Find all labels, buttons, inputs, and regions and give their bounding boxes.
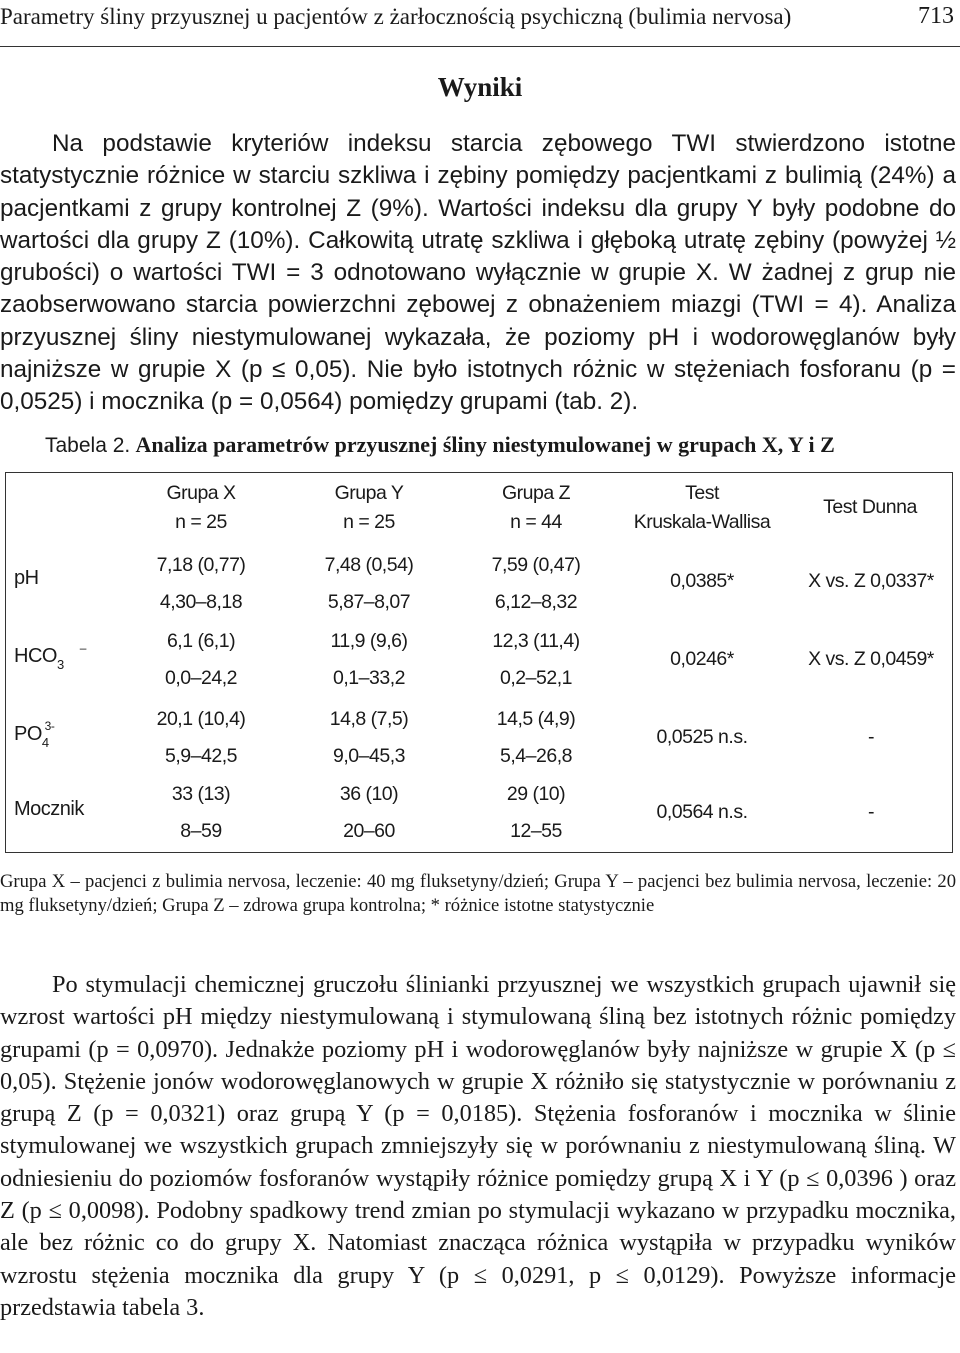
header-kw-line2: Kruskala-Wallisa xyxy=(633,511,771,533)
cell-ph-y-mean: 7,48 (0,54) xyxy=(324,554,414,576)
header-dunn: Test Dunna xyxy=(823,496,917,518)
cell-po4-dunn: - xyxy=(868,726,874,748)
header-group-x-n: n = 25 xyxy=(175,511,227,533)
cell-hco3-kw: 0,0246* xyxy=(670,648,734,670)
row-label-po4-sup: 3- xyxy=(44,719,55,733)
cell-mocznik-z xyxy=(481,776,591,850)
page-header xyxy=(0,0,960,47)
cell-mocznik-z-mean: 29 (10) xyxy=(506,783,566,805)
cell-ph-x xyxy=(146,547,256,621)
cell-ph-dunn: X vs. Z 0,0337* xyxy=(808,570,934,592)
row-label-hco3 xyxy=(14,641,86,672)
cell-po4-x-range: 5,9–42,5 xyxy=(165,745,237,767)
cell-ph-z xyxy=(481,547,591,621)
row-label-mocznik: Mocznik xyxy=(14,798,84,820)
cell-ph-x-range: 4,30–8,18 xyxy=(159,591,243,613)
row-label-po4-sub: 4 xyxy=(41,735,49,750)
cell-mocznik-y xyxy=(314,776,424,850)
cell-po4-y-mean: 14,8 (7,5) xyxy=(329,708,409,730)
row-label-hco3-main: HCO xyxy=(14,645,57,667)
header-group-y-name: Grupa Y xyxy=(334,482,404,504)
header-group-z-name: Grupa Z xyxy=(501,482,571,504)
header-group-x xyxy=(146,479,256,537)
results-paragraph-2: Po stymulacji chemicznej gruczołu ślinianki przyusznej we wszystkich grupach ujawnił się wzrost wartości pH między niestymulowaną i stymulowaną śliną bez istotnych różnic pomiędzy grupami (p = 0,0970). Jednakże poziomy pH i wodorowęglanów były najniższe w grupie X (p ≤ 0,05). Stężenie jonów wodorowęglanowych w grupie X różniło się statystycznie w porównaniu z grupą Z (p = 0,0321) oraz grupą Y (p = 0,0185). Stężenia fosforanów i mocznika w ślinie stymulowanej we wszystkich grupach zmniejszyły się w porównaniu z niestymulowaną śliną. W odniesieniu do poziomów fosforanów wystąpiły różnice pomiędzy grupą X i Y (p ≤ 0,0396 ) oraz Z (p ≤ 0,0098). Podobny spadkowy trend zmian po stymulacji wykazano w przypadku mocznika, ale bez różnic co do grupy X. Natomiast znacząca różnica wystąpiła w przypadku wyników wzrostu stężenia mocznika dla grupy Y (p ≤ 0,0291, p ≤ 0,0129). Powyższe informacje przedstawia tabela 3. xyxy=(0,971,956,1321)
cell-hco3-y xyxy=(314,623,424,697)
cell-hco3-y-mean: 11,9 (9,6) xyxy=(330,630,408,652)
header-group-x-name: Grupa X xyxy=(166,482,236,504)
cell-hco3-dunn: X vs. Z 0,0459* xyxy=(808,648,934,670)
cell-po4-z xyxy=(481,701,591,775)
cell-po4-kw: 0,0525 n.s. xyxy=(656,726,748,748)
table-footnote: Grupa X – pacjenci z bulimia nervosa, leczenie: 40 mg fluksetyny/dzień; Grupa Y – pacjenci bez bulimia nervosa, leczenie: 20 mg fluksetyny/dzień; Grupa Z – zdrowa grupa kontrolna; * różnice istotne statystycznie xyxy=(0,871,956,916)
cell-po4-z-mean: 14,5 (4,9) xyxy=(496,708,576,730)
row-label-hco3-sup: – xyxy=(79,641,86,655)
cell-mocznik-z-range: 12–55 xyxy=(510,820,562,842)
cell-po4-y-range: 9,0–45,3 xyxy=(333,745,405,767)
cell-hco3-y-range: 0,1–33,2 xyxy=(333,667,405,689)
cell-po4-x-mean: 20,1 (10,4) xyxy=(156,708,246,730)
cell-po4-y xyxy=(314,701,424,775)
cell-mocznik-y-range: 20–60 xyxy=(343,820,395,842)
cell-hco3-z-mean: 12,3 (11,4) xyxy=(492,630,580,652)
cell-ph-y xyxy=(314,547,424,621)
cell-ph-kw: 0,0385* xyxy=(670,570,734,592)
cell-mocznik-x-range: 8–59 xyxy=(180,820,222,842)
cell-ph-z-mean: 7,59 (0,47) xyxy=(491,554,581,576)
results-paragraph-1: Na podstawie kryteriów indeksu starcia zębowego TWI stwierdzono istotne statystycznie różnice w starciu szkliwa i zębiny pomiędzy pacjentkami z bulimią (24%) a pacjentkami z grupy kontrolnej Z (9%). Wartości indeksu dla grupy Y były podobne do wartości dla grupy Z (10%). Całkowitą utratę szkliwa i głęboką utratę zębiny (powyżej ½ grubości) o wartości TWI = 3 odnotowano wyłącznie w grupie X. W żadnej z grup nie zaobserwowano starcia powierzchni zębowej z obnażeniem miazgi (TWI = 4). Analiza przyusznej śliny niestymulowanej wykazała, że poziomy pH i wodorowęglanów były najniższe w grupie X (p ≤ 0,05). Nie było istotnych różnic w stężeniach fosforanu (p = 0,0525) i mocznika (p = 0,0564) pomiędzy grupami (tab. 2). xyxy=(0,130,956,416)
header-group-y xyxy=(314,479,424,537)
cell-ph-x-mean: 7,18 (0,77) xyxy=(156,554,246,576)
row-label-ph: pH xyxy=(14,567,39,589)
results-table xyxy=(5,472,953,853)
header-group-z-n: n = 44 xyxy=(510,511,562,533)
header-group-y-n: n = 25 xyxy=(343,511,395,533)
header-group-z xyxy=(481,479,591,537)
cell-hco3-z-range: 0,2–52,1 xyxy=(500,667,572,689)
table-caption-title: Analiza parametrów przyusznej śliny niestymulowanej w grupach X, Y i Z xyxy=(135,432,835,457)
running-title: Parametry śliny przyusznej u pacjentów z żarłocznością psychiczną (bulimia nervosa) xyxy=(0,4,792,29)
page-number: 713 xyxy=(918,3,954,29)
section-title: Wyniki xyxy=(437,72,523,102)
header-kw-line1: Test xyxy=(685,482,719,504)
cell-hco3-z xyxy=(481,623,591,697)
table-caption-label: Tabela 2. xyxy=(45,434,131,457)
cell-mocznik-y-mean: 36 (10) xyxy=(339,783,399,805)
cell-ph-z-range: 6,12–8,32 xyxy=(494,591,578,613)
table-caption xyxy=(45,432,835,458)
cell-mocznik-dunn: - xyxy=(868,801,874,823)
cell-mocznik-x xyxy=(146,776,256,850)
cell-hco3-x xyxy=(146,623,256,697)
row-label-po4 xyxy=(14,719,55,750)
row-label-hco3-sub: 3 xyxy=(56,657,64,672)
cell-mocznik-kw: 0,0564 n.s. xyxy=(656,801,748,823)
cell-hco3-x-mean: 6,1 (6,1) xyxy=(166,630,236,652)
header-kruskal-wallis xyxy=(618,479,786,537)
cell-po4-z-range: 5,4–26,8 xyxy=(500,745,572,767)
cell-ph-y-range: 5,87–8,07 xyxy=(327,591,411,613)
cell-po4-x xyxy=(146,701,256,775)
row-label-po4-main: PO xyxy=(14,723,42,745)
cell-hco3-x-range: 0,0–24,2 xyxy=(165,667,237,689)
cell-mocznik-x-mean: 33 (13) xyxy=(171,783,231,805)
